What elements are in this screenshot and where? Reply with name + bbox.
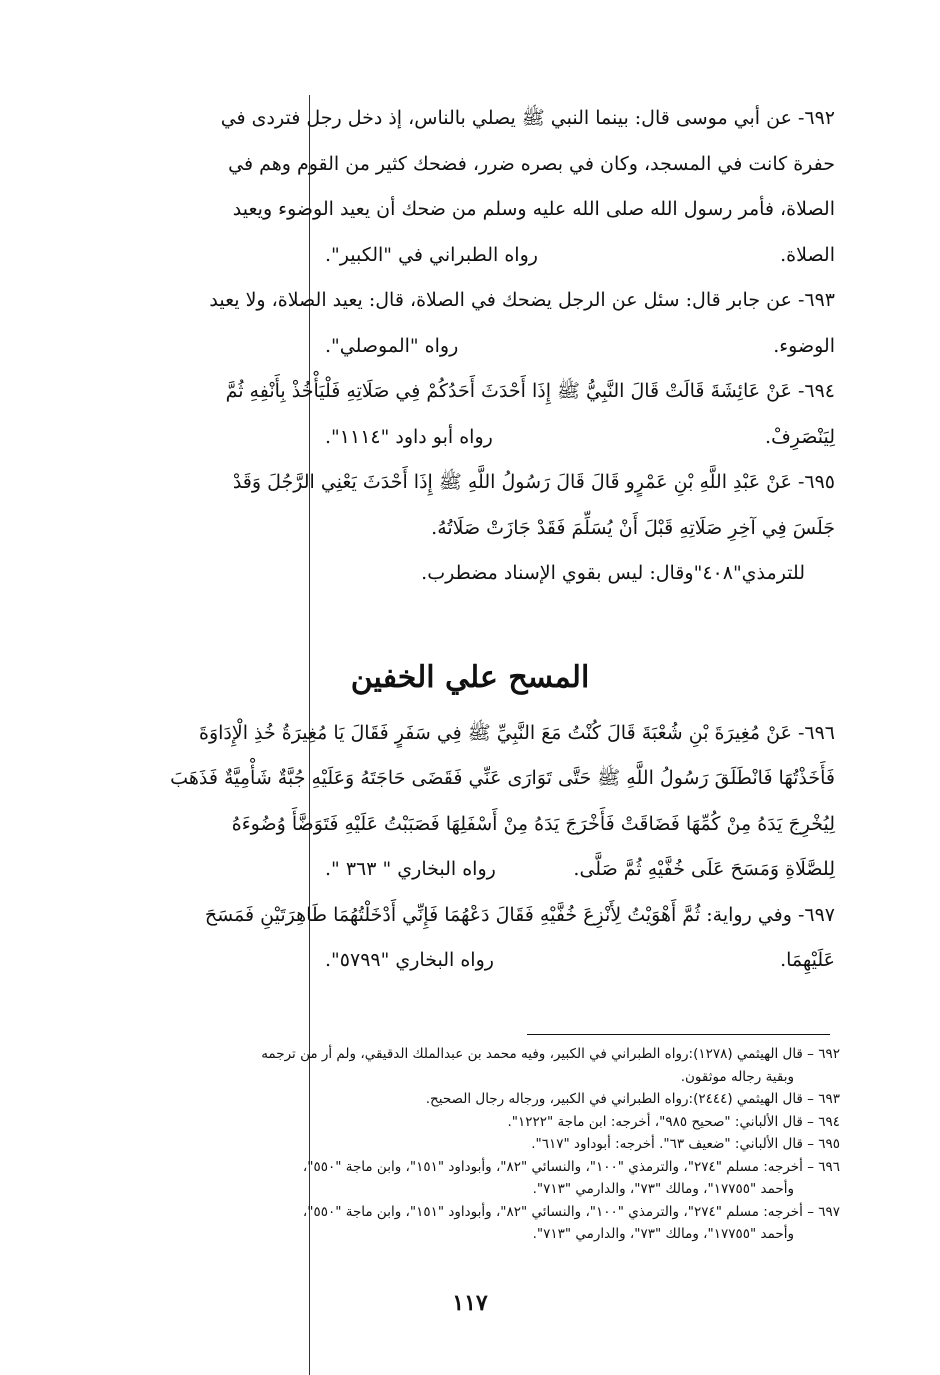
hadith-696-source: رواه البخاري " ٣٦٣ ".	[325, 858, 496, 880]
hadith-697-end: عَلَيْهِمَا.	[780, 949, 835, 971]
hadith-694-source: رواه أبو داود "١١١٤".	[325, 425, 493, 448]
hadith-693-end: الوضوء.	[773, 334, 835, 357]
footnote-692-cont: وبقية رجاله موثقون.	[680, 1068, 794, 1085]
hadith-697-line: ٦٩٧- وفي رواية: ثُمَّ أَهْوَيْتُ لِأَنْزِعَ خُفَّيْهِ فَقَالَ دَعْهُمَا فَإِنِّي أَدْخَلْتُهُمَا طَاهِرَتَيْنِ فَمَسَحَ	[204, 903, 835, 926]
hadith-692-end: الصلاة.	[780, 243, 835, 266]
hadith-696-line: فَأَخَذْتُهَا فَانْطَلَقَ رَسُولُ اللَّهِ ﷺ حَتَّى تَوَارَى عَنِّي فَقَضَى حَاجَتَهُ وَعَلَيْهِ جُبَّةٌ شَأْمِيَّةٌ فَذَهَبَ	[170, 767, 835, 789]
footnote-696: ٦٩٦ – أخرجه: مسلم "٢٧٤"، والترمذي "١٠٠"، والنسائي "٨٢"، وأبوداود "١٥١"، وابن ماجة "٥٥٠"،	[302, 1158, 840, 1175]
footnote-separator	[527, 1034, 830, 1035]
hadith-694-line: ٦٩٤- عَنْ عَائِشَةَ قَالَتْ قَالَ النَّبِيُّ ﷺ إِذَا أَحْدَثَ أَحَدُكُمْ فِي صَلَاتِهِ فَلْيَأْخُذْ بِأَنْفِهِ ثُمَّ	[225, 380, 835, 402]
page-number: ١١٧	[452, 1290, 488, 1316]
footnote-694: ٦٩٤ – قال الألباني: "صحيح ٩٨٥"، أخرجه: ابن ماجة "١٢٢٢".	[507, 1113, 840, 1130]
hadith-696-line: ٦٩٦- عَنْ مُغِيرَةَ بْنِ شُعْبَةَ قَالَ كُنْتُ مَعَ النَّبِيِّ ﷺ فِي سَفَرٍ فَقَالَ يَا مُغِيرَةُ خُذِ الْإِدَاوَةَ	[199, 721, 835, 744]
hadith-695-source: للترمذي"٤٠٨"وقال: ليس بقوي الإسناد مضطرب.	[421, 562, 805, 584]
section-heading: المسح علي الخفين	[350, 659, 590, 695]
hadith-692-last-line	[105, 233, 835, 279]
hadith-692-source: رواه الطبراني في "الكبير".	[325, 243, 538, 266]
hadith-695-line: ٦٩٥- عَنْ عَبْدِ اللَّهِ بْنِ عَمْرٍو قَالَ قَالَ رَسُولُ اللَّهِ ﷺ إِذَا أَحْدَثَ يَعْنِي الرَّجُلَ وَقَدْ	[232, 471, 835, 493]
hadith-693-last-line	[105, 324, 835, 370]
hadith-697-source: رواه البخاري "٥٧٩٩".	[325, 949, 494, 971]
hadith-692-line: ٦٩٢- عن أبي موسى قال: بينما النبي ﷺ يصلي بالناس، إذ دخل رجل فتردى في	[220, 107, 835, 129]
hadith-696-end: لِلصَّلَاةِ وَمَسَحَ عَلَى خُفَّيْهِ ثُمَّ صَلَّى.	[573, 858, 835, 880]
hadith-696-line: لِيُخْرِجَ يَدَهُ مِنْ كُمِّهَا فَضَاقَتْ فَأَخْرَجَ يَدَهُ مِنْ أَسْفَلِهَا فَصَبَبْتُ عَلَيْهِ فَتَوَضَّأَ وُضُوءَهُ	[231, 812, 835, 835]
hadith-693-line: ٦٩٣- عن جابر قال: سئل عن الرجل يضحك في الصلاة، قال: يعيد الصلاة، ولا يعيد	[209, 289, 835, 311]
footnote-697-cont: وأحمد "١٧٧٥٥"، ومالك "٧٣"، والدارمي "٧١٣".	[532, 1226, 794, 1242]
footnote-696-cont: وأحمد "١٧٧٥٥"، ومالك "٧٣"، والدارمي "٧١٣".	[532, 1181, 794, 1197]
hadith-692-line: الصلاة، فأمر رسول الله صلى الله عليه وسلم من ضحك أن يعيد الوضوء ويعيد	[232, 198, 835, 220]
hadith-693-source: رواه "الموصلي".	[325, 334, 459, 357]
footnote-695: ٦٩٥ – قال الألباني: "ضعيف ٦٣". أخرجه: أبوداود "٦١٧".	[531, 1136, 840, 1152]
hadith-692-line: حفرة كانت في المسجد، وكان في بصره ضرر، فضحك كثير من القوم وهم في	[228, 152, 835, 175]
footnote-697: ٦٩٧ – أخرجه: مسلم "٢٧٤"، والترمذي "١٠٠"، والنسائي "٨٢"، وأبوداود "١٥١"، وابن ماجة "٥٥٠"،	[302, 1203, 840, 1220]
footnotes	[125, 1043, 840, 1246]
footnote-693: ٦٩٣ – قال الهيثمي (٢٤٤٤):رواه الطبراني في الكبير، ورجاله رجال الصحيح.	[425, 1091, 840, 1107]
hadith-694-end: لِيَنْصَرِفْ.	[765, 425, 835, 448]
main-text	[105, 96, 835, 984]
footnote-692: ٦٩٢ – قال الهيثمي (١٢٧٨):رواه الطبراني في الكبير، وفيه محمد بن عبدالملك الدقيقي، ولم أر من ترجمه	[261, 1046, 840, 1062]
hadith-696-last-line	[105, 847, 835, 893]
hadith-697-last-line	[105, 938, 835, 984]
hadith-695-line: جَلَسَ فِي آخِرِ صَلَاتِهِ قَبْلَ أَنْ يُسَلِّمَ فَقَدْ جَازَتْ صَلَاتُهُ.	[431, 516, 835, 539]
hadith-694-last-line	[105, 415, 835, 461]
